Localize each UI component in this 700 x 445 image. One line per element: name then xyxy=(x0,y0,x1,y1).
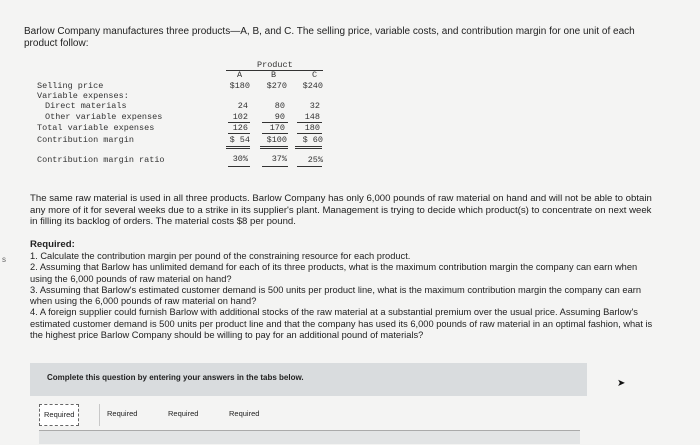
cell-total-variable-c: 180 xyxy=(304,123,320,133)
problem-paragraph: The same raw material is used in all three products. Barlow Company has only 6,000 pounds of raw material on hand and will not be able to obtain any more of it for several weeks due to a strike in its supplier's plant. Management is trying to decide which product(s) to concentrate on next week in filling its backlog of orders. The material costs $8 per pound. xyxy=(30,193,652,227)
instruction-banner xyxy=(30,363,587,396)
row-label-direct-materials: Direct materials xyxy=(45,101,127,111)
cell-contribution-margin-a: $ 54 xyxy=(229,135,250,145)
cell-cm-ratio-b: 37% xyxy=(271,154,287,164)
cell-contribution-margin-c: $ 60 xyxy=(302,135,323,145)
ratio-rule-a xyxy=(228,166,250,167)
row-label-variable-expenses: Variable expenses: xyxy=(37,91,129,101)
tab-required-3[interactable]: Required xyxy=(168,409,199,418)
answer-panel xyxy=(39,430,580,444)
ratio-rule-b xyxy=(262,166,288,167)
total-rule-a xyxy=(228,133,250,134)
row-label-total-variable: Total variable expenses xyxy=(37,123,155,133)
cell-selling-price-b: $270 xyxy=(266,81,287,91)
cell-selling-price-a: $180 xyxy=(229,81,250,91)
double-rule-b xyxy=(260,146,288,149)
cell-other-variable-a: 102 xyxy=(232,112,248,122)
intro-text: Barlow Company manufactures three products—A, B, and C. The selling price, variable costs, and contribution margin for one unit of each product follow: xyxy=(24,26,635,49)
col-header-a: A xyxy=(237,70,243,80)
mouse-cursor-icon: ➤ xyxy=(617,378,626,389)
row-label-selling-price: Selling price xyxy=(37,81,104,91)
cell-other-variable-b: 90 xyxy=(274,112,285,122)
double-rule-c xyxy=(295,146,322,149)
ratio-rule-c xyxy=(297,166,322,167)
cell-total-variable-b: 170 xyxy=(269,123,285,133)
row-label-contribution-margin: Contribution margin xyxy=(37,135,134,145)
table-header-product: Product xyxy=(257,60,293,70)
required-title: Required: xyxy=(30,239,75,250)
col-header-c: C xyxy=(312,70,318,80)
total-rule-c xyxy=(297,133,322,134)
cell-direct-materials-b: 80 xyxy=(274,101,285,111)
tab-required-1[interactable]: Required xyxy=(39,404,79,426)
cell-total-variable-a: 126 xyxy=(232,123,248,133)
cell-direct-materials-c: 32 xyxy=(309,101,320,111)
required-list xyxy=(30,251,655,341)
required-item-1: 1. Calculate the contribution margin per pound of the constraining resource for each product. xyxy=(30,251,411,261)
cell-selling-price-c: $240 xyxy=(302,81,323,91)
cell-direct-materials-a: 24 xyxy=(237,101,248,111)
required-item-3: 3. Assuming that Barlow's estimated customer demand is 500 units per product line, what is the maximum contribution margin the company can earn when using the 6,000 pounds of raw material on hand? xyxy=(30,284,642,307)
cell-cm-ratio-a: 30% xyxy=(232,154,248,164)
col-header-b: B xyxy=(271,70,277,80)
row-label-cm-ratio: Contribution margin ratio xyxy=(37,155,165,165)
cell-other-variable-c: 148 xyxy=(304,112,320,122)
tab-divider xyxy=(99,404,100,426)
cell-contribution-margin-b: $100 xyxy=(266,135,287,145)
required-item-4: 4. A foreign supplier could furnish Barlow with additional stocks of the raw material at a substantial premium over the usual price. Assuming Barlow's estimated customer demand is 500 units per product line and that the company has used its 6,000 pounds of raw material in an optimal fashion, what is the highest price Barlow Company should be willing to pay for an additional pound of materials? xyxy=(30,307,653,341)
banner-text: Complete this question by entering your answers in the tabs below. xyxy=(47,373,304,382)
double-rule-a xyxy=(226,146,250,149)
total-rule-b xyxy=(262,133,288,134)
required-item-2: 2. Assuming that Barlow has unlimited demand for each of its three products, what is the maximum contribution margin the company can earn when using the 6,000 pounds of raw material on hand? xyxy=(30,262,638,284)
row-label-other-variable: Other variable expenses xyxy=(45,112,163,122)
tab-required-4[interactable]: Required xyxy=(229,409,260,418)
tab-required-2[interactable]: Required xyxy=(107,409,138,418)
cell-cm-ratio-c: 25% xyxy=(307,155,323,165)
margin-mark: s xyxy=(2,255,6,264)
